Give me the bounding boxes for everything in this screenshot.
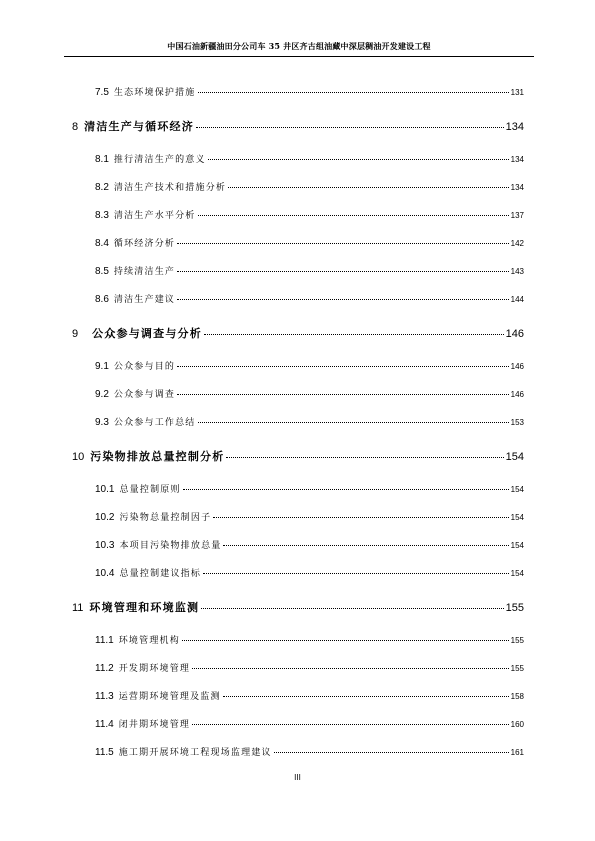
toc-entry[interactable] — [95, 292, 524, 305]
toc-entry-page: 154 — [505, 451, 524, 463]
header-rule — [64, 56, 534, 57]
toc-entry-page: 154 — [510, 513, 524, 522]
dot-leader — [177, 299, 509, 300]
toc-entry-title: 开发期环境管理 — [118, 664, 191, 674]
dot-leader — [223, 696, 509, 697]
toc-entry-page: 154 — [510, 541, 524, 550]
toc-entry-page: 154 — [510, 569, 524, 578]
dot-leader — [223, 545, 508, 546]
toc-entry-title: 推行清洁生产的意义 — [113, 155, 206, 165]
toc-entry-page: 134 — [505, 121, 524, 133]
toc-entry-title: 清洁生产与循环经济 — [84, 120, 194, 133]
toc-entry[interactable] — [95, 387, 524, 400]
toc-entry-number: 11.4 — [95, 719, 114, 730]
toc-entry-page: 160 — [510, 720, 524, 729]
toc-entry-page: 158 — [510, 692, 524, 701]
toc-entry-number: 10.3 — [95, 540, 115, 551]
toc-entry-number: 8.4 — [95, 238, 109, 249]
toc-entry[interactable] — [95, 208, 524, 221]
dot-leader — [213, 517, 508, 518]
dot-leader — [177, 394, 509, 395]
toc-entry-page: 142 — [510, 239, 524, 248]
dot-leader — [196, 127, 504, 128]
toc-entry[interactable] — [95, 661, 524, 674]
toc-entry-number: 8.3 — [95, 210, 109, 221]
toc-entry-page: 134 — [510, 155, 524, 164]
dot-leader — [203, 573, 509, 574]
toc-entry[interactable] — [72, 448, 524, 464]
toc-entry-title: 生态环境保护措施 — [113, 88, 196, 98]
toc-entry-number: 8.2 — [95, 182, 109, 193]
toc-entry-title: 清洁生产建议 — [113, 295, 176, 305]
toc-entry-title: 清洁生产水平分析 — [113, 211, 196, 221]
toc-entry-number: 9 — [72, 328, 79, 340]
toc-entry-title: 清洁生产技术和措施分析 — [113, 183, 227, 193]
toc-entry[interactable] — [95, 566, 524, 579]
dot-leader — [198, 215, 509, 216]
toc-entry-title: 污染物总量控制因子 — [119, 513, 212, 523]
toc-entry-title: 闭井期环境管理 — [118, 720, 191, 730]
toc-entry-title: 总量控制建议指标 — [119, 569, 202, 579]
toc-entry-page: 161 — [510, 748, 524, 757]
toc-entry[interactable] — [95, 717, 524, 730]
toc-entry[interactable] — [95, 745, 524, 758]
toc-entry-page: 144 — [510, 295, 524, 304]
toc-entry[interactable] — [95, 510, 524, 523]
dot-leader — [198, 422, 509, 423]
dot-leader — [177, 366, 509, 367]
dot-leader — [182, 640, 509, 641]
dot-leader — [204, 334, 504, 335]
toc-entry[interactable] — [95, 482, 524, 495]
toc-entry-number: 9.1 — [95, 361, 109, 372]
toc-entry-number: 11.1 — [95, 635, 114, 646]
toc-entry-title: 本项目污染物排放总量 — [119, 541, 222, 551]
toc-entry[interactable] — [95, 359, 524, 372]
toc-entry-page: 153 — [510, 418, 524, 427]
toc-entry-number: 9.3 — [95, 417, 109, 428]
dot-leader — [228, 187, 509, 188]
toc-entry-page: 134 — [510, 183, 524, 192]
toc-entry[interactable] — [95, 180, 524, 193]
toc-entry-title: 公众参与调查 — [113, 390, 176, 400]
toc-entry[interactable] — [72, 325, 524, 341]
toc-entry-number: 11.5 — [95, 747, 114, 758]
dot-leader — [201, 608, 503, 609]
toc-entry-number: 7.5 — [95, 87, 109, 98]
toc-entry[interactable] — [95, 415, 524, 428]
dot-leader — [274, 752, 509, 753]
toc-entry-title: 公众参与调查与分析 — [92, 327, 202, 340]
toc-entry[interactable] — [95, 236, 524, 249]
toc-entry-number: 10.1 — [95, 484, 115, 495]
dot-leader — [192, 668, 509, 669]
toc-entry-page: 146 — [510, 362, 524, 371]
toc-entry-page: 155 — [510, 664, 524, 673]
toc-entry-number: 11 — [72, 602, 84, 614]
toc-entry-number: 8.5 — [95, 266, 109, 277]
running-header: 中国石油新疆油田分公司车 35 井区齐古组油藏中深层稠油开发建设工程 — [167, 41, 431, 51]
toc-entry-page: 137 — [510, 211, 524, 220]
toc-entry-title: 公众参与工作总结 — [113, 418, 196, 428]
toc-entry-number: 8.6 — [95, 294, 109, 305]
toc-entry-page: 131 — [510, 88, 524, 97]
toc-entry[interactable] — [95, 633, 524, 646]
toc-entry-number: 10.2 — [95, 512, 115, 523]
toc-entry[interactable] — [72, 599, 524, 615]
toc-entry-title: 循环经济分析 — [113, 239, 176, 249]
toc-entry-title: 环境管理和环境监测 — [89, 601, 200, 614]
toc-entry-number: 11.2 — [95, 663, 114, 674]
toc-entry-title: 公众参与目的 — [113, 362, 176, 372]
toc-entry-page: 155 — [510, 636, 524, 645]
toc-entry-page: 146 — [510, 390, 524, 399]
toc-entry-number: 8.1 — [95, 154, 109, 165]
toc-entry-number: 11.3 — [95, 691, 114, 702]
dot-leader — [192, 724, 509, 725]
toc-entry-title: 施工期开展环境工程现场监理建议 — [118, 748, 272, 758]
dot-leader — [183, 489, 509, 490]
toc-entry-page: 155 — [505, 602, 524, 614]
page-number: III — [294, 773, 301, 782]
toc-entry-page: 146 — [505, 328, 524, 340]
toc-entry-page: 143 — [510, 267, 524, 276]
toc-entry[interactable] — [95, 85, 524, 98]
dot-leader — [177, 243, 509, 244]
toc-entry[interactable] — [72, 118, 524, 134]
toc-entry-page: 154 — [510, 485, 524, 494]
toc-entry-title: 总量控制原则 — [119, 485, 181, 495]
toc-entry[interactable] — [95, 264, 524, 277]
toc-entry[interactable] — [95, 689, 524, 702]
toc-entry[interactable] — [95, 152, 524, 165]
toc-entry-number: 9.2 — [95, 389, 109, 400]
toc-entry-number: 10.4 — [95, 568, 115, 579]
toc-entry[interactable] — [95, 538, 524, 551]
dot-leader — [208, 159, 509, 160]
toc-entry-number: 8 — [72, 121, 79, 133]
dot-leader — [226, 457, 503, 458]
toc-entry-number: 10 — [72, 451, 85, 463]
toc-entry-title: 污染物排放总量控制分析 — [90, 450, 225, 463]
toc-entry-title: 环境管理机构 — [118, 636, 180, 646]
dot-leader — [198, 92, 509, 93]
dot-leader — [177, 271, 509, 272]
toc-entry-title: 持续清洁生产 — [113, 267, 176, 277]
toc-entry-title: 运营期环境管理及监测 — [118, 692, 221, 702]
